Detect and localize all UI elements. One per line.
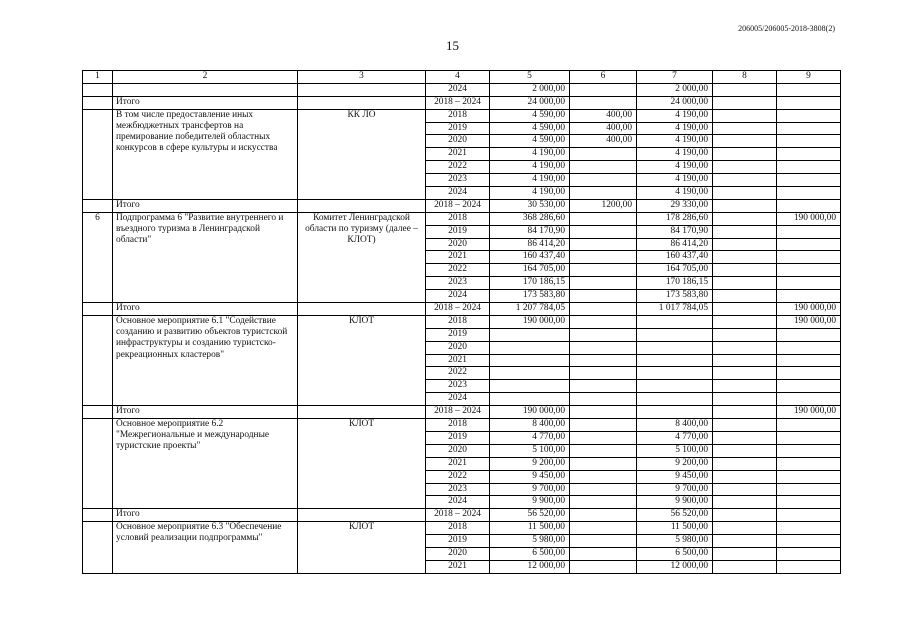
row-number-cell: [83, 303, 113, 316]
local-cell: [713, 199, 777, 212]
other-cell: [777, 122, 841, 135]
federal-cell: [570, 431, 637, 444]
regional-cell: 4 770,00: [637, 431, 713, 444]
federal-cell: 400,00: [570, 135, 637, 148]
regional-cell: 160 437,40: [637, 251, 713, 264]
table-row: [83, 109, 841, 122]
executor-cell: КЛОТ: [298, 315, 426, 405]
regional-cell: 6 500,00: [637, 547, 713, 560]
name-cell: Основное мероприятие 6.3 "Обеспечение условий реализации подпрограммы": [113, 522, 298, 574]
local-cell: [713, 380, 777, 393]
regional-cell: 9 200,00: [637, 457, 713, 470]
federal-cell: [570, 470, 637, 483]
total-cell: 86 414,20: [490, 238, 570, 251]
regional-cell: 4 190,00: [637, 109, 713, 122]
local-cell: [713, 406, 777, 419]
federal-cell: [570, 509, 637, 522]
local-cell: [713, 251, 777, 264]
total-cell: 11 500,00: [490, 522, 570, 535]
table-row: [83, 96, 841, 109]
other-cell: [777, 328, 841, 341]
row-number-cell: [83, 96, 113, 109]
total-cell: 9 700,00: [490, 483, 570, 496]
other-cell: [777, 264, 841, 277]
year-cell: 2024: [426, 393, 490, 406]
year-cell: 2018 – 2024: [426, 406, 490, 419]
regional-cell: 84 170,90: [637, 225, 713, 238]
other-cell: [777, 135, 841, 148]
other-cell: [777, 174, 841, 187]
name-cell: Основное мероприятие 6.1 "Содействие созданию и развитию объектов туристской инфраструктуры и созданию туристско-рекреационных кластеров": [113, 315, 298, 405]
row-number-cell: [83, 109, 113, 199]
other-cell: [777, 148, 841, 161]
local-cell: [713, 83, 777, 96]
local-cell: [713, 522, 777, 535]
other-cell: [777, 483, 841, 496]
year-cell: 2018: [426, 419, 490, 432]
regional-cell: 5 100,00: [637, 444, 713, 457]
federal-cell: [570, 83, 637, 96]
regional-cell: 4 190,00: [637, 161, 713, 174]
regional-cell: [637, 393, 713, 406]
local-cell: [713, 187, 777, 200]
year-cell: 2020: [426, 135, 490, 148]
local-cell: [713, 277, 777, 290]
federal-cell: [570, 277, 637, 290]
regional-cell: 178 286,60: [637, 212, 713, 225]
table-row: [83, 509, 841, 522]
local-cell: [713, 238, 777, 251]
column-number: 3: [298, 71, 426, 84]
other-cell: [777, 187, 841, 200]
federal-cell: [570, 560, 637, 573]
row-number-cell: 6: [83, 212, 113, 302]
year-cell: 2022: [426, 367, 490, 380]
year-cell: 2018: [426, 522, 490, 535]
other-cell: [777, 419, 841, 432]
total-cell: [490, 367, 570, 380]
column-number: 4: [426, 71, 490, 84]
year-cell: 2018: [426, 109, 490, 122]
regional-cell: 8 400,00: [637, 419, 713, 432]
other-cell: [777, 277, 841, 290]
other-cell: [777, 509, 841, 522]
year-cell: 2021: [426, 251, 490, 264]
local-cell: [713, 431, 777, 444]
other-cell: 190 000,00: [777, 406, 841, 419]
year-cell: 2018 – 2024: [426, 96, 490, 109]
local-cell: [713, 483, 777, 496]
column-number: 7: [637, 71, 713, 84]
regional-cell: 12 000,00: [637, 560, 713, 573]
total-cell: 190 000,00: [490, 315, 570, 328]
federal-cell: [570, 225, 637, 238]
executor-cell: Комитет Ленинградской области по туризму (далее – КЛОТ): [298, 212, 426, 302]
regional-cell: [637, 315, 713, 328]
local-cell: [713, 496, 777, 509]
table-row: [83, 522, 841, 535]
other-cell: [777, 109, 841, 122]
year-cell: 2018 – 2024: [426, 509, 490, 522]
local-cell: [713, 328, 777, 341]
federal-cell: [570, 496, 637, 509]
other-cell: [777, 225, 841, 238]
federal-cell: [570, 264, 637, 277]
executor-cell: [298, 199, 426, 212]
total-cell: 6 500,00: [490, 547, 570, 560]
total-cell: 1 207 784,05: [490, 303, 570, 316]
regional-cell: 164 705,00: [637, 264, 713, 277]
regional-cell: [637, 354, 713, 367]
federal-cell: [570, 483, 637, 496]
name-cell: Итого: [113, 199, 298, 212]
other-cell: [777, 341, 841, 354]
total-cell: 8 400,00: [490, 419, 570, 432]
local-cell: [713, 212, 777, 225]
total-cell: 84 170,90: [490, 225, 570, 238]
name-cell: Подпрограмма 6 "Развитие внутреннего и въездного туризма в Ленинградской области": [113, 212, 298, 302]
other-cell: [777, 444, 841, 457]
federal-cell: [570, 303, 637, 316]
federal-cell: [570, 354, 637, 367]
other-cell: 190 000,00: [777, 315, 841, 328]
executor-cell: КК ЛО: [298, 109, 426, 199]
federal-cell: 1200,00: [570, 199, 637, 212]
regional-cell: 1 017 784,05: [637, 303, 713, 316]
local-cell: [713, 135, 777, 148]
total-cell: 160 437,40: [490, 251, 570, 264]
total-cell: [490, 380, 570, 393]
year-cell: 2020: [426, 547, 490, 560]
table-row: [83, 303, 841, 316]
year-cell: 2018 – 2024: [426, 199, 490, 212]
local-cell: [713, 509, 777, 522]
name-cell: [113, 83, 298, 96]
regional-cell: 9 900,00: [637, 496, 713, 509]
local-cell: [713, 547, 777, 560]
total-cell: [490, 328, 570, 341]
federal-cell: [570, 328, 637, 341]
document-id: 206005/206005-2018-3808(2): [738, 24, 835, 33]
total-cell: [490, 393, 570, 406]
other-cell: [777, 290, 841, 303]
other-cell: [777, 251, 841, 264]
table-row: [83, 315, 841, 328]
column-number: 6: [570, 71, 637, 84]
regional-cell: 56 520,00: [637, 509, 713, 522]
local-cell: [713, 264, 777, 277]
year-cell: 2021: [426, 148, 490, 161]
federal-cell: [570, 290, 637, 303]
regional-cell: [637, 367, 713, 380]
total-cell: [490, 341, 570, 354]
local-cell: [713, 444, 777, 457]
year-cell: 2024: [426, 187, 490, 200]
year-cell: 2020: [426, 444, 490, 457]
year-cell: 2019: [426, 431, 490, 444]
total-cell: 368 286,60: [490, 212, 570, 225]
federal-cell: [570, 315, 637, 328]
year-cell: 2024: [426, 496, 490, 509]
regional-cell: [637, 328, 713, 341]
row-number-cell: [83, 83, 113, 96]
regional-cell: 86 414,20: [637, 238, 713, 251]
federal-cell: [570, 341, 637, 354]
year-cell: 2022: [426, 264, 490, 277]
year-cell: 2019: [426, 535, 490, 548]
other-cell: [777, 367, 841, 380]
other-cell: [777, 535, 841, 548]
federal-cell: [570, 251, 637, 264]
local-cell: [713, 367, 777, 380]
federal-cell: [570, 522, 637, 535]
federal-cell: [570, 187, 637, 200]
federal-cell: [570, 535, 637, 548]
other-cell: 190 000,00: [777, 212, 841, 225]
local-cell: [713, 393, 777, 406]
federal-cell: [570, 212, 637, 225]
row-number-cell: [83, 522, 113, 574]
year-cell: 2022: [426, 470, 490, 483]
total-cell: 4 190,00: [490, 174, 570, 187]
table-row: [83, 199, 841, 212]
other-cell: [777, 457, 841, 470]
year-cell: 2021: [426, 354, 490, 367]
other-cell: [777, 470, 841, 483]
regional-cell: 170 186,15: [637, 277, 713, 290]
column-number: 8: [713, 71, 777, 84]
local-cell: [713, 535, 777, 548]
name-cell: Итого: [113, 509, 298, 522]
other-cell: [777, 547, 841, 560]
total-cell: 4 190,00: [490, 148, 570, 161]
total-cell: 173 583,80: [490, 290, 570, 303]
regional-cell: 4 190,00: [637, 148, 713, 161]
total-cell: 30 530,00: [490, 199, 570, 212]
year-cell: 2024: [426, 290, 490, 303]
page-number: 15: [446, 38, 459, 53]
federal-cell: [570, 457, 637, 470]
total-cell: 4 190,00: [490, 187, 570, 200]
total-cell: 190 000,00: [490, 406, 570, 419]
local-cell: [713, 457, 777, 470]
executor-cell: КЛОТ: [298, 419, 426, 509]
total-cell: 2 000,00: [490, 83, 570, 96]
local-cell: [713, 315, 777, 328]
regional-cell: [637, 341, 713, 354]
federal-cell: [570, 174, 637, 187]
regional-cell: 4 190,00: [637, 174, 713, 187]
other-cell: [777, 560, 841, 573]
federal-cell: [570, 393, 637, 406]
year-cell: 2020: [426, 341, 490, 354]
total-cell: 24 000,00: [490, 96, 570, 109]
other-cell: [777, 96, 841, 109]
name-cell: Итого: [113, 303, 298, 316]
total-cell: 56 520,00: [490, 509, 570, 522]
total-cell: 12 000,00: [490, 560, 570, 573]
year-cell: 2023: [426, 483, 490, 496]
row-number-cell: [83, 315, 113, 405]
year-cell: 2023: [426, 277, 490, 290]
regional-cell: [637, 380, 713, 393]
other-cell: [777, 354, 841, 367]
federal-cell: [570, 238, 637, 251]
regional-cell: 4 190,00: [637, 122, 713, 135]
local-cell: [713, 290, 777, 303]
federal-cell: [570, 547, 637, 560]
total-cell: 164 705,00: [490, 264, 570, 277]
executor-cell: [298, 509, 426, 522]
year-cell: 2018: [426, 212, 490, 225]
row-number-cell: [83, 419, 113, 509]
other-cell: [777, 431, 841, 444]
local-cell: [713, 560, 777, 573]
column-number: 1: [83, 71, 113, 84]
local-cell: [713, 225, 777, 238]
total-cell: 4 590,00: [490, 109, 570, 122]
other-cell: [777, 496, 841, 509]
total-cell: 9 450,00: [490, 470, 570, 483]
total-cell: 5 980,00: [490, 535, 570, 548]
name-cell: В том числе предоставление иных межбюджетных трансфертов на премирование победителей областных конкурсов в сфере культуры и искусства: [113, 109, 298, 199]
local-cell: [713, 109, 777, 122]
executor-cell: [298, 96, 426, 109]
year-cell: 2019: [426, 225, 490, 238]
year-cell: 2019: [426, 122, 490, 135]
table-row: [83, 83, 841, 96]
regional-cell: 4 190,00: [637, 187, 713, 200]
year-cell: 2021: [426, 457, 490, 470]
other-cell: 190 000,00: [777, 303, 841, 316]
budget-table: [82, 70, 841, 574]
regional-cell: 29 330,00: [637, 199, 713, 212]
table-row: [83, 212, 841, 225]
local-cell: [713, 303, 777, 316]
federal-cell: [570, 406, 637, 419]
year-cell: 2021: [426, 560, 490, 573]
total-cell: 4 590,00: [490, 122, 570, 135]
year-cell: 2020: [426, 238, 490, 251]
federal-cell: [570, 380, 637, 393]
executor-cell: КЛОТ: [298, 522, 426, 574]
federal-cell: 400,00: [570, 122, 637, 135]
regional-cell: 11 500,00: [637, 522, 713, 535]
year-cell: 2024: [426, 83, 490, 96]
other-cell: [777, 161, 841, 174]
year-cell: 2018 – 2024: [426, 303, 490, 316]
table-body: [83, 71, 841, 574]
regional-cell: 5 980,00: [637, 535, 713, 548]
column-number-row: [83, 71, 841, 84]
other-cell: [777, 199, 841, 212]
federal-cell: [570, 367, 637, 380]
executor-cell: [298, 83, 426, 96]
local-cell: [713, 470, 777, 483]
federal-cell: 400,00: [570, 109, 637, 122]
table-row: [83, 419, 841, 432]
column-number: 9: [777, 71, 841, 84]
other-cell: [777, 393, 841, 406]
local-cell: [713, 148, 777, 161]
other-cell: [777, 522, 841, 535]
year-cell: 2022: [426, 161, 490, 174]
regional-cell: 173 583,80: [637, 290, 713, 303]
total-cell: 9 200,00: [490, 457, 570, 470]
federal-cell: [570, 148, 637, 161]
total-cell: [490, 354, 570, 367]
local-cell: [713, 419, 777, 432]
regional-cell: 4 190,00: [637, 135, 713, 148]
table-row: [83, 406, 841, 419]
regional-cell: 2 000,00: [637, 83, 713, 96]
regional-cell: [637, 406, 713, 419]
local-cell: [713, 354, 777, 367]
total-cell: 4 590,00: [490, 135, 570, 148]
local-cell: [713, 341, 777, 354]
total-cell: 4 770,00: [490, 431, 570, 444]
other-cell: [777, 238, 841, 251]
year-cell: 2019: [426, 328, 490, 341]
row-number-cell: [83, 509, 113, 522]
year-cell: 2023: [426, 380, 490, 393]
year-cell: 2023: [426, 174, 490, 187]
total-cell: 9 900,00: [490, 496, 570, 509]
name-cell: Итого: [113, 406, 298, 419]
total-cell: 4 190,00: [490, 161, 570, 174]
local-cell: [713, 174, 777, 187]
other-cell: [777, 380, 841, 393]
column-number: 5: [490, 71, 570, 84]
other-cell: [777, 83, 841, 96]
year-cell: 2018: [426, 315, 490, 328]
column-number: 2: [113, 71, 298, 84]
total-cell: 5 100,00: [490, 444, 570, 457]
name-cell: Итого: [113, 96, 298, 109]
row-number-cell: [83, 406, 113, 419]
regional-cell: 24 000,00: [637, 96, 713, 109]
local-cell: [713, 122, 777, 135]
total-cell: 170 186,15: [490, 277, 570, 290]
local-cell: [713, 161, 777, 174]
federal-cell: [570, 419, 637, 432]
federal-cell: [570, 161, 637, 174]
federal-cell: [570, 96, 637, 109]
executor-cell: [298, 303, 426, 316]
row-number-cell: [83, 199, 113, 212]
regional-cell: 9 700,00: [637, 483, 713, 496]
regional-cell: 9 450,00: [637, 470, 713, 483]
name-cell: Основное мероприятие 6.2 "Межрегиональные и международные туристские проекты": [113, 419, 298, 509]
federal-cell: [570, 444, 637, 457]
executor-cell: [298, 406, 426, 419]
local-cell: [713, 96, 777, 109]
